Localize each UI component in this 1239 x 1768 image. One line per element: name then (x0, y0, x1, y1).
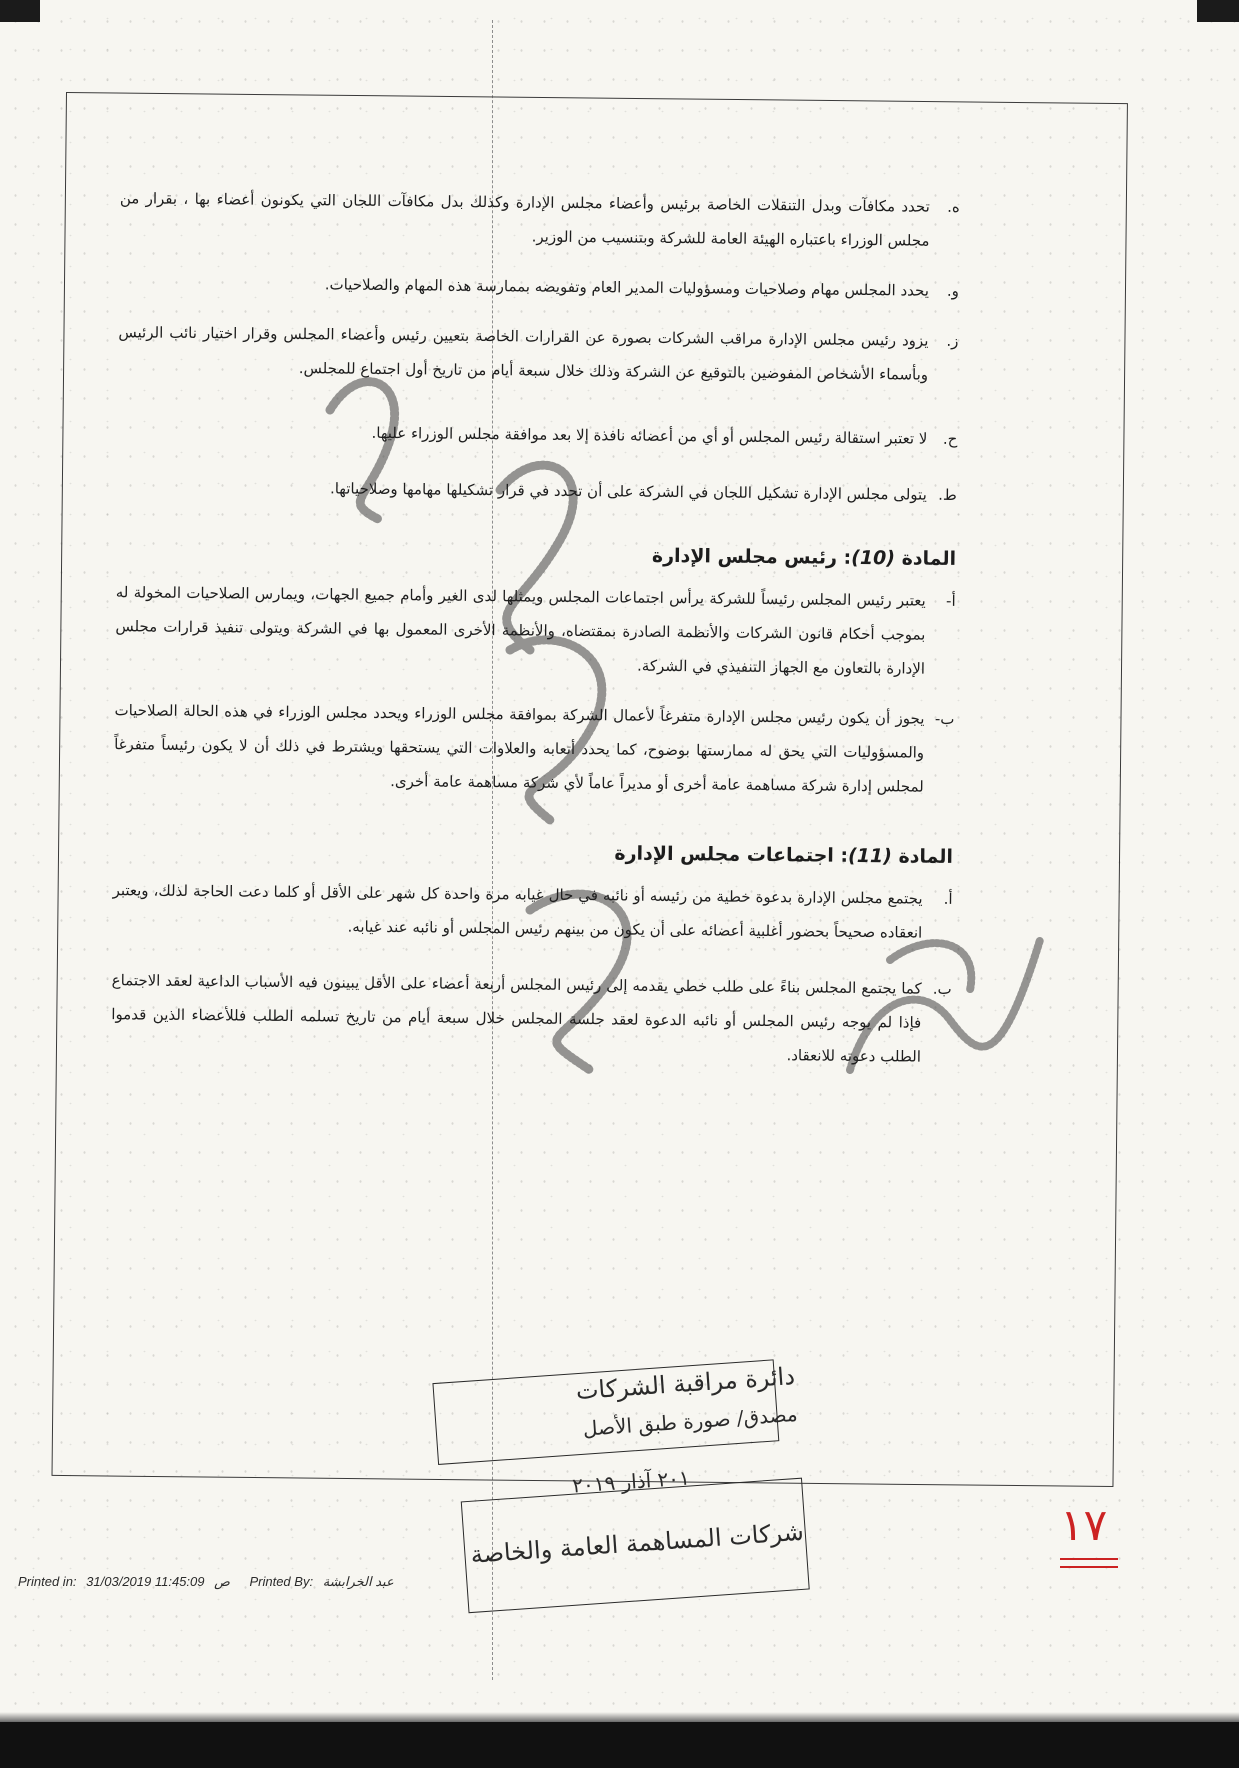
article-11-heading (113, 831, 953, 874)
clause-ha (117, 413, 957, 456)
clause-letter: ط. (938, 485, 957, 504)
clause-ta (117, 469, 957, 512)
page-number-underline-2 (1060, 1566, 1118, 1568)
article-10-clause-b (114, 693, 955, 804)
clause-letter: أ- (946, 591, 956, 610)
stamp-date: ٢٠١ آذار ٢٠١٩ (571, 1465, 691, 1498)
printed-in-value: 31/03/2019 11:45:09 (86, 1574, 205, 1589)
stamp-division: شركات المساهمة العامة والخاصة (469, 1517, 805, 1569)
printed-in-label: Printed in: (18, 1574, 77, 1589)
page-number (1060, 1500, 1107, 1551)
clause-text: يجتمع مجلس الإدارة بدعوة خطية من رئيسه أو نائبه في حال غيابه مرة واحدة كل شهر على الأقل أو كلما دعت الحاجة لذلك، ويعتبر انعقاده صحيحاً بحضور أغلبية أعضائه على أن يكون من بينهم رئيس المجلس أو نائبه عند غيابه. (112, 881, 923, 942)
printed-by-label: Printed By: (249, 1574, 314, 1589)
clause-text: لا تعتبر استقالة رئيس المجلس أو أي من أعضائه نافذة إلا بعد موافقة مجلس الوزراء عليها. (371, 423, 928, 448)
clause-letter: ه. (947, 197, 960, 216)
article-10-clause-a (115, 575, 956, 686)
page-number-text: ١٧ (1060, 1500, 1108, 1551)
clause-letter: ب- (934, 709, 955, 728)
clause-letter: ب. (932, 979, 952, 998)
clause-zay (118, 315, 959, 392)
clause-letter: أ. (943, 889, 953, 908)
print-footer (18, 1574, 400, 1590)
article-number: (11) (847, 844, 893, 868)
certification-stamp (432, 1357, 817, 1612)
clause-letter: و. (946, 281, 960, 300)
article-label: المادة (898, 845, 954, 868)
article-label: المادة (901, 547, 957, 570)
article-11-clause-b (111, 963, 952, 1074)
clause-text: يحدد المجلس مهام وصلاحيات ومسؤوليات المدير العام وتفويضه بممارسة هذه المهام والصلاحيات. (324, 275, 930, 300)
document-body (111, 181, 960, 1090)
stamp-department: دائرة مراقبة الشركات (574, 1361, 796, 1406)
scan-bottom-edge (0, 1722, 1239, 1768)
clause-text: يعتبر رئيس المجلس رئيساً للشركة يرأس اجتماعات المجلس ويمثلها لدى الغير وأمام جميع الجهات، ويمارس الصلاحيات المخولة له بموجب أحكام قانون الشركات والأنظمة الصادرة بمقتضاه، والأنظمة الأخرى المعمول بها في الشركة ويتولى تنفيذ قرارات مجلس الإدارة بالتعاون مع الجهاز التنفيذي في الشركة. (115, 583, 926, 678)
clause-text: تحدد مكافآت وبدل التنقلات الخاصة برئيس وأعضاء مجلس الإدارة وكذلك بدل مكافآت اللجان التي يكونون أعضاء بها ، بقرار من مجلس الوزراء باعتباره الهيئة العامة للشركة وبتنسيب من الوزير. (119, 189, 930, 250)
clause-text: يتولى مجلس الإدارة تشكيل اللجان في الشركة على أن تحدد في قرار تشكيلها مهامها وصلاحياتها. (329, 479, 927, 504)
article-number: (10) (851, 546, 896, 570)
clause-waw (119, 265, 959, 308)
scan-edge-right (1197, 0, 1239, 22)
page-number-underline (1060, 1558, 1118, 1560)
stamp-certified: مصدق/ صورة طبق الأصل (582, 1401, 799, 1441)
clause-text: يزود رئيس مجلس الإدارة مراقب الشركات بصورة عن القرارات الخاصة بتعيين رئيس وأعضاء المجلس وقرار اختيار نائب الرئيس وبأسماء الأشخاص المفوضين بالتوقيع عن الشركة وذلك خلال سبعة أيام من تاريخ أول اجتماع للمجلس. (118, 323, 929, 384)
clause-letter: ح. (942, 429, 958, 448)
clause-text: يجوز أن يكون رئيس مجلس الإدارة متفرغاً لأعمال الشركة بموافقة مجلس الوزراء ويحدد مجلس الوزراء في هذه الحالة الصلاحيات والمسؤوليات التي يحق له ممارستها بوضوح، كما يحدد أتعابه والعلاوات التي يستحقها ويشترط في ذلك أن لا يكون رئيساً متفرغاً لمجلس إدارة شركة مساهمة عامة أخرى أو مديراً عاماً لأي شركة مساهمة عامة أخرى. (114, 701, 925, 796)
clause-he (119, 181, 960, 258)
article-11-clause-a (112, 873, 953, 950)
clauses-top (117, 181, 960, 512)
printed-by-value: عبد الخرابشة (322, 1574, 394, 1589)
clause-text: كما يجتمع المجلس بناءً على طلب خطي يقدمه إلى رئيس المجلس أربعة أعضاء على الأقل يبينون فيه الأسباب الداعية لعقد الاجتماع فإذا لم يوجه رئيس المجلس أو نائبه الدعوة لعقد جلسة المجلس خلال سبعة أيام من تاريخ تسلمه الطلب فللأعضاء الذين قدموا الطلب دعوته للانعقاد. (111, 971, 922, 1066)
clause-letter: ز. (946, 331, 959, 350)
am-pm-marker: ص (214, 1574, 230, 1589)
article-title: : اجتماعات مجلس الإدارة (614, 842, 849, 867)
article-title: : رئيس مجلس الإدارة (651, 544, 852, 569)
article-10-heading (116, 533, 956, 576)
scan-edge-left (0, 0, 40, 22)
